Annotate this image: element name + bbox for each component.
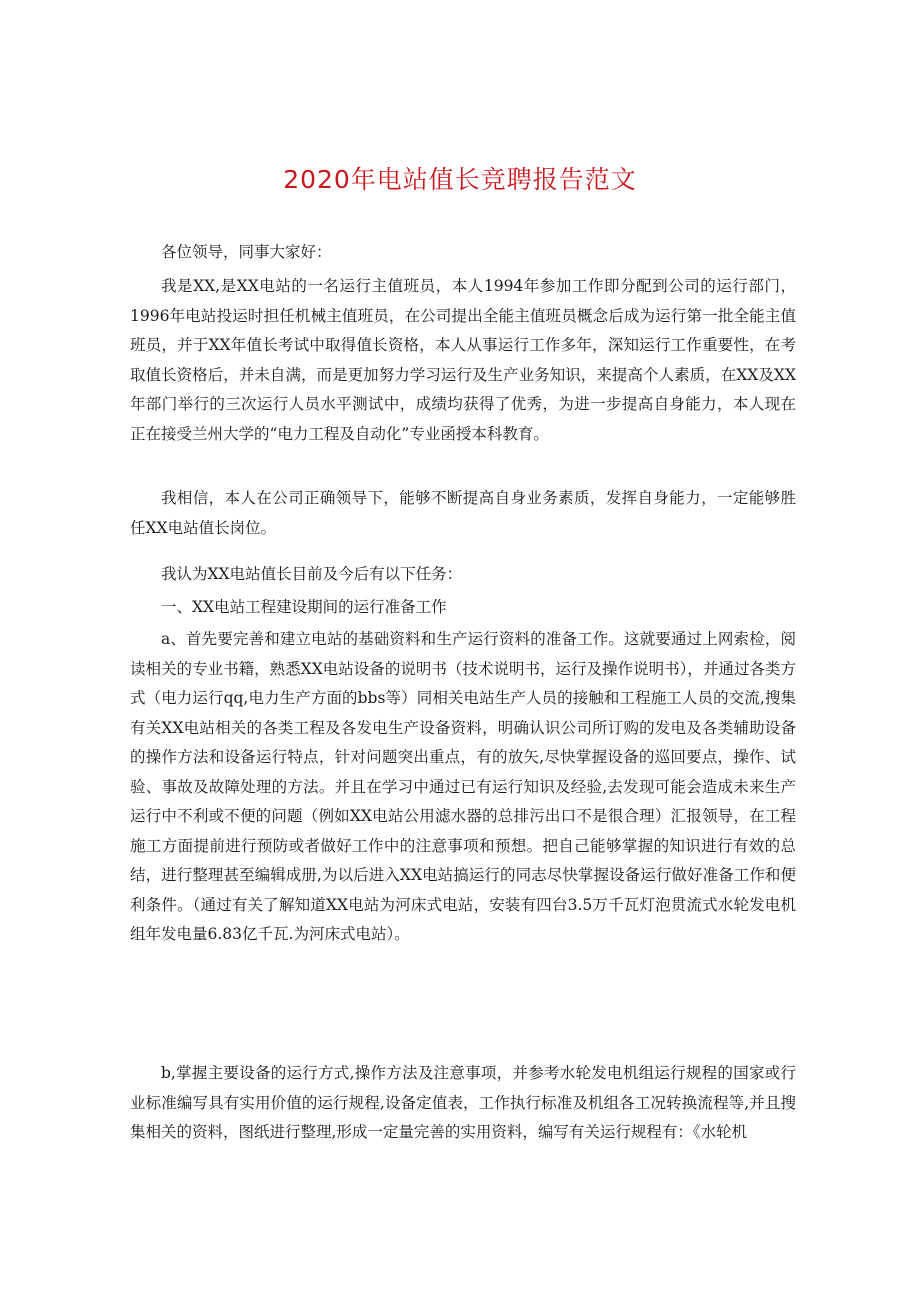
document-title: 2020年电站值长竞聘报告范文 [283,165,637,194]
body-paragraph: 我是XX,是XX电站的一名运行主值班员，本人1994年参加工作即分配到公司的运行部门，1996年电站投运时担任机械主值班员，在公司提出全能主值班员概念后成为运行第一批全能主值班员，并于XX年值长考试中取得值长资格，本人从事运行工作多年，深知运行工作重要性，在考取值长资格后，并未自满，而是更加努力学习运行及生产业务知识，来提高个人素质，在XX及XX年部门举行的三次运行人员水平测试中，成绩均获得了优秀，为进一步提高自身能力，本人现在正在接受兰州大学的“电力工程及自动化”专业函授本科教育。 [130,277,796,443]
body-paragraph: 我相信，本人在公司正确领导下，能够不断提高自身业务素质，发挥自身能力，一定能够胜任XX电站值长岗位。 [130,489,796,537]
body-paragraph: 我认为XX电站值长目前及今后有以下任务： [161,565,463,583]
section-heading: 一、XX电站工程建设期间的运行准备工作 [161,598,447,616]
body-paragraph: a、首先要完善和建立电站的基础资料和生产运行资料的准备工作。这就要通过上网索检，阅读相关的专业书籍，熟悉XX电站设备的说明书（技术说明书，运行及操作说明书），并通过各类方式（电力运行qq,电力生产方面的bbs等）同相关电站生产人员的接触和工程施工人员的交流,搜集有关XX电站相关的各类工程及各发电生产设备资料，明确认识公司所订购的发电及各类辅助设备的操作方法和设备运行特点，针对问题突出重点，有的放矢,尽快掌握设备的巡回要点，操作、试验、事故及故障处理的方法。并且在学习中通过已有运行知识及经验,去发现可能会造成未来生产运行中不利或不便的问题（例如XX电站公用滤水器的总排污出口不是很合理）汇报领导，在工程施工方面提前进行预防或者做好工作中的注意事项和预想。把自己能够掌握的知识进行有效的总结，进行整理甚至编辑成册,为以后进入XX电站搞运行的同志尽快掌握设备运行做好准备工作和便利条件。（通过有关了解知道XX电站为河床式电站，安装有四台3.5万千瓦灯泡贯流式水轮发电机组年发电量6.83亿千瓦.为河床式电站）。 [130,630,796,943]
greeting-paragraph: 各位领导，同事大家好： [161,243,332,261]
body-paragraph: b,掌握主要设备的运行方式,操作方法及注意事项，并参考水轮发电机组运行规程的国家或行业标准编写具有实用价值的运行规程,设备定值表，工作执行标准及机组各工况转换流程等,并且搜集相关的资料，图纸进行整理,形成一定量完善的实用资料，编写有关运行规程有：《水轮机 [130,1064,796,1141]
